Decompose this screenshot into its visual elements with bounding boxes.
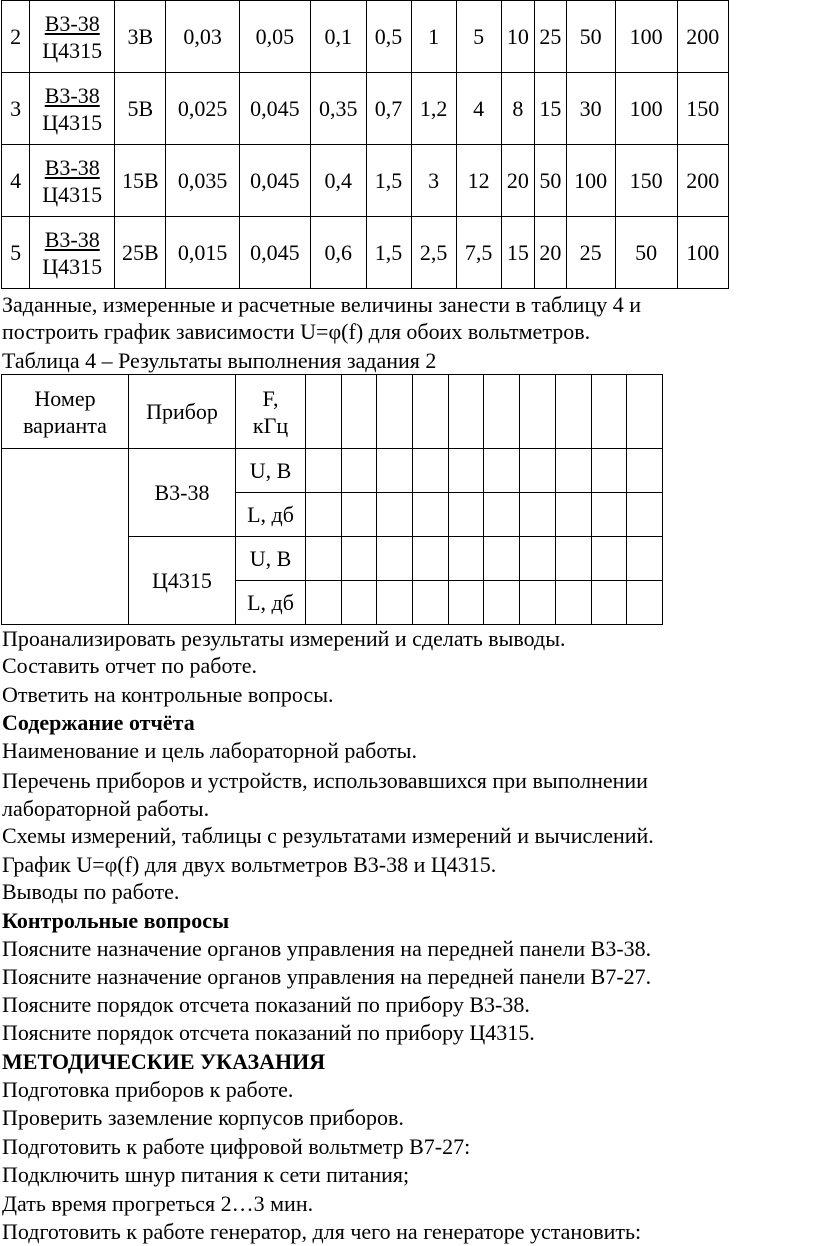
param-label: U, В <box>236 449 306 493</box>
value-cell: 0,025 <box>166 73 239 145</box>
value-cell: 100 <box>677 217 728 289</box>
value-cell: 8 <box>501 73 535 145</box>
table-3 <box>1 0 729 289</box>
range-cell: 15В <box>115 145 166 217</box>
text-line: Подготовить к работе генератор, для чего на генераторе установить: <box>2 1219 642 1244</box>
param-label: L, дб <box>236 581 306 625</box>
param-label: U, В <box>236 537 306 581</box>
device-name: Ц4315 <box>129 537 236 625</box>
header-variant-line2: варианта <box>23 412 107 438</box>
value-cell: 1,5 <box>366 145 411 217</box>
text-line: Составить отчет по работе. <box>2 653 258 678</box>
header-frequency <box>236 375 306 449</box>
table-3-row <box>2 73 729 145</box>
text-line: График U=φ(f) для двух вольтметров В3-38 и Ц4315. <box>2 852 497 877</box>
device-bottom: Ц4315 <box>42 253 103 279</box>
value-cell: 0,035 <box>166 145 239 217</box>
value-cell: 7,5 <box>456 217 501 289</box>
text-line: Поясните назначение органов управления на передней панели В7-27. <box>2 964 652 989</box>
device-top: В3-38 <box>44 154 100 180</box>
value-cell: 5 <box>456 1 501 73</box>
table-4-header-row <box>2 375 663 449</box>
value-cell: 50 <box>566 1 615 73</box>
value-cell: 0,045 <box>239 217 310 289</box>
variant-number: 2 <box>2 1 30 73</box>
table-3-row <box>2 145 729 217</box>
value-cell: 0,03 <box>166 1 239 73</box>
device-cell <box>30 1 115 73</box>
value-cell: 1,5 <box>366 217 411 289</box>
device-top: В3-38 <box>44 82 100 108</box>
value-cell: 150 <box>615 145 677 217</box>
device-name: В3-38 <box>129 449 236 537</box>
value-cell: 100 <box>615 1 677 73</box>
paragraph-line: Заданные, измеренные и расчетные величины занести в таблицу 4 и <box>2 292 641 317</box>
value-cell: 25 <box>566 217 615 289</box>
param-label: L, дб <box>236 493 306 537</box>
range-cell: 25В <box>115 217 166 289</box>
text-line: Перечень приборов и устройств, использовавшихся при выполнении <box>2 768 648 793</box>
section-heading: Содержание отчёта <box>2 710 195 735</box>
device-bottom: Ц4315 <box>42 181 103 207</box>
value-cell: 0,045 <box>239 145 310 217</box>
value-cell: 3 <box>411 145 456 217</box>
value-cell: 15 <box>535 73 566 145</box>
value-cell: 100 <box>566 145 615 217</box>
value-cell: 2,5 <box>411 217 456 289</box>
text-line: Подготовить к работе цифровой вольтметр В7-27: <box>2 1134 471 1159</box>
header-variant-line1: Номер <box>34 385 96 411</box>
value-cell: 0,4 <box>311 145 367 217</box>
device-bottom: Ц4315 <box>42 37 103 63</box>
text-line: лабораторной работы. <box>2 796 210 821</box>
text-line: Проверить заземление корпусов приборов. <box>2 1105 404 1130</box>
table-3-row <box>2 1 729 73</box>
device-top: В3-38 <box>44 10 100 36</box>
text-line: Ответить на контрольные вопросы. <box>2 682 334 707</box>
value-cell: 1,2 <box>411 73 456 145</box>
value-cell: 12 <box>456 145 501 217</box>
text-line: Подключить шнур питания к сети питания; <box>2 1162 410 1187</box>
value-cell: 100 <box>615 73 677 145</box>
value-cell: 50 <box>535 145 566 217</box>
value-cell: 0,5 <box>366 1 411 73</box>
text-line: Дать время прогреться 2…3 мин. <box>2 1191 314 1216</box>
text-line: Подготовка приборов к работе. <box>2 1077 294 1102</box>
value-cell: 1 <box>411 1 456 73</box>
value-cell: 0,7 <box>366 73 411 145</box>
value-cell: 0,1 <box>311 1 367 73</box>
section-heading: МЕТОДИЧЕСКИЕ УКАЗАНИЯ <box>2 1049 326 1074</box>
text-line: Схемы измерений, таблицы с результатами измерений и вычислений. <box>2 823 654 848</box>
value-cell: 150 <box>677 73 728 145</box>
text-line: Проанализировать результаты измерений и сделать выводы. <box>2 626 566 651</box>
value-cell: 0,045 <box>239 73 310 145</box>
header-device: Прибор <box>129 375 236 449</box>
value-cell: 30 <box>566 73 615 145</box>
variant-number: 3 <box>2 73 30 145</box>
header-frequency-line2: кГц <box>252 412 289 438</box>
text-line: Поясните порядок отсчета показаний по прибору Ц4315. <box>2 1020 535 1045</box>
range-cell: 5В <box>115 73 166 145</box>
header-variant <box>2 375 129 449</box>
value-cell: 25 <box>535 1 566 73</box>
value-cell: 10 <box>501 1 535 73</box>
device-cell <box>30 73 115 145</box>
value-cell: 0,6 <box>311 217 367 289</box>
value-cell: 0,35 <box>311 73 367 145</box>
value-cell: 0,015 <box>166 217 239 289</box>
section-heading: Контрольные вопросы <box>2 908 230 933</box>
header-frequency-line1: F, <box>262 385 279 411</box>
value-cell: 50 <box>615 217 677 289</box>
range-cell: 3В <box>115 1 166 73</box>
variant-number: 5 <box>2 217 30 289</box>
value-cell: 15 <box>501 217 535 289</box>
value-cell: 20 <box>535 217 566 289</box>
table-3-row <box>2 217 729 289</box>
value-cell: 200 <box>677 145 728 217</box>
variant-cell <box>2 449 129 625</box>
variant-number: 4 <box>2 145 30 217</box>
device-cell <box>30 145 115 217</box>
value-cell: 4 <box>456 73 501 145</box>
value-cell: 20 <box>501 145 535 217</box>
text-line: Наименование и цель лабораторной работы. <box>2 738 417 763</box>
table-4 <box>1 374 663 625</box>
table-4-caption: Таблица 4 – Результаты выполнения задания 2 <box>2 348 437 373</box>
value-cell: 0,05 <box>239 1 310 73</box>
value-cell: 200 <box>677 1 728 73</box>
text-line: Выводы по работе. <box>2 879 180 904</box>
text-line: Поясните порядок отсчета показаний по прибору В3-38. <box>2 992 530 1017</box>
device-top: В3-38 <box>44 226 100 252</box>
text-line: Поясните назначение органов управления на передней панели В3-38. <box>2 936 652 961</box>
device-bottom: Ц4315 <box>42 109 103 135</box>
device-cell <box>30 217 115 289</box>
paragraph-line: построить график зависимости U=φ(f) для обоих вольтметров. <box>2 319 591 344</box>
